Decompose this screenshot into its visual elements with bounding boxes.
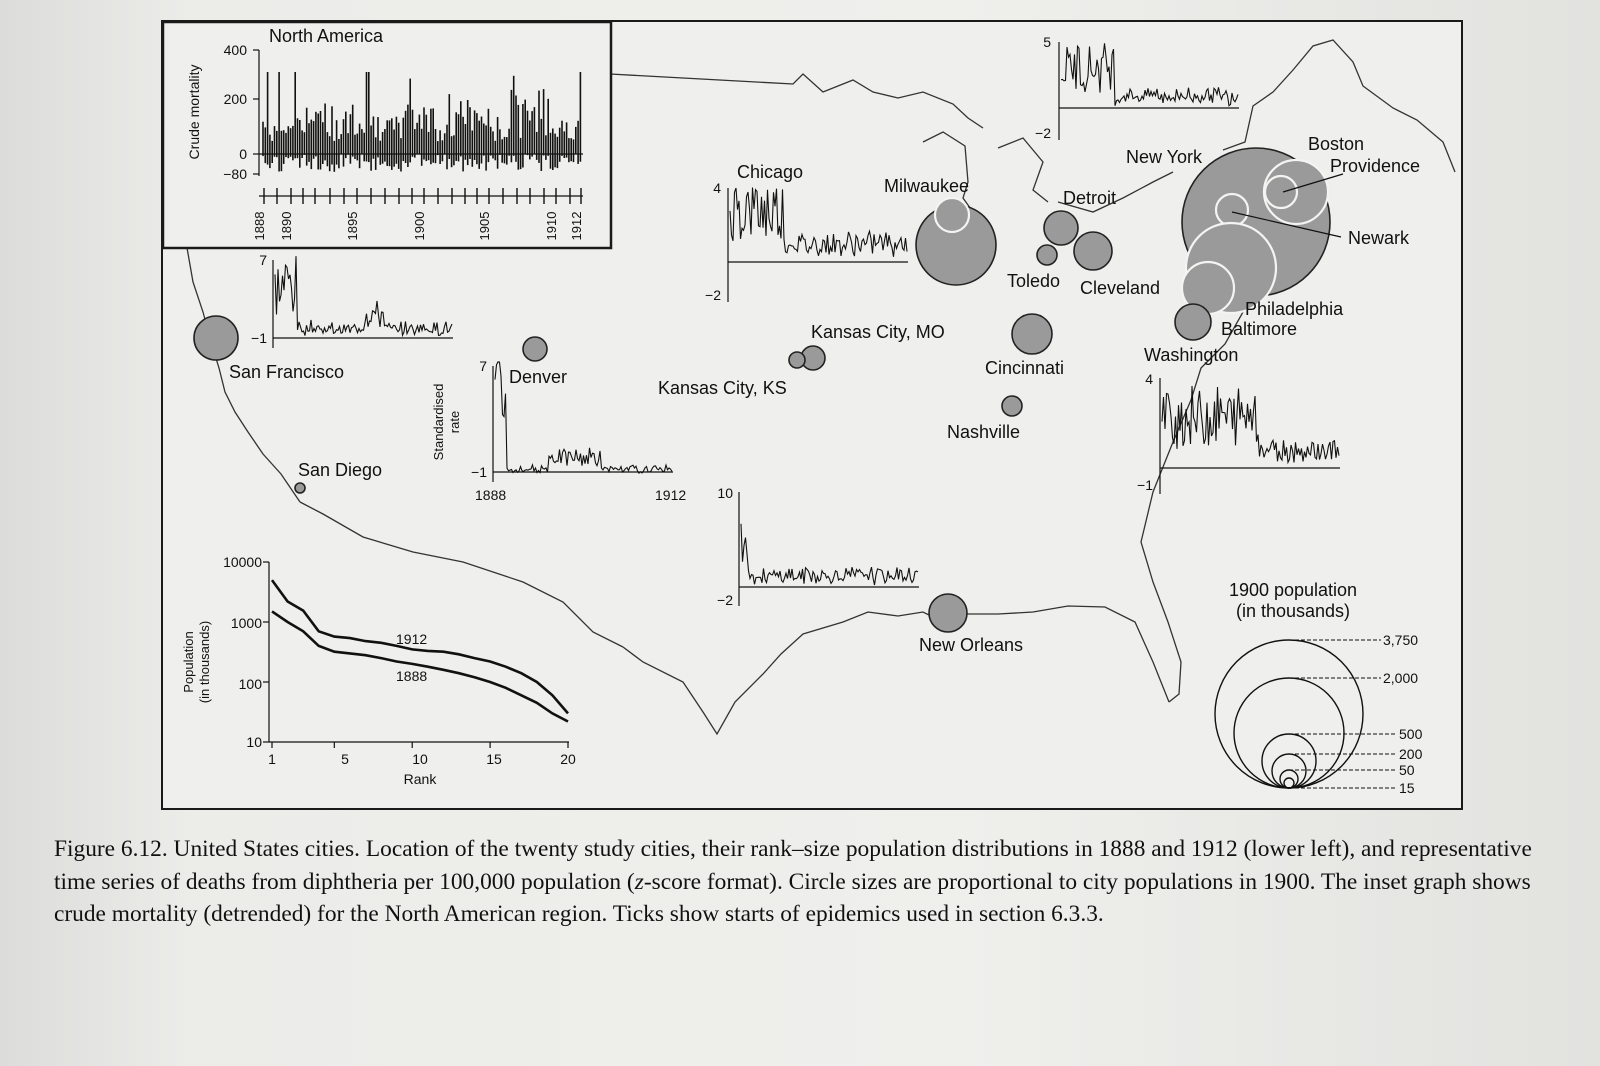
city-circle-washington [1175, 304, 1211, 340]
city-label: Boston [1308, 134, 1365, 154]
city-label: Baltimore [1221, 319, 1298, 339]
mini-series-line [1061, 43, 1238, 105]
figure-svg [163, 22, 1463, 810]
rank-size-xtick-label: 15 [486, 751, 502, 767]
inset-xtick-label: 1888 [252, 211, 267, 241]
figure-frame [161, 20, 1463, 810]
mini-ymin-label: −1 [471, 464, 487, 480]
mini-series-chicago [705, 180, 908, 303]
rank-size-xlabel: Rank [403, 771, 437, 787]
mini-series-line [1162, 386, 1339, 462]
city-label: San Diego [298, 460, 383, 480]
rank-size-ytick-label: 100 [238, 676, 262, 692]
legend-value: 3,750 [1383, 632, 1419, 648]
mini-series-washington [1137, 371, 1340, 494]
northern-border [610, 74, 983, 128]
caption-zscore: z [634, 868, 644, 895]
rank-size-ylabel-line2: (in thousands) [197, 620, 212, 704]
legend-circle [1234, 678, 1344, 788]
mini-ymax-label: 4 [713, 180, 721, 196]
mini-ymin-label: −1 [251, 330, 267, 346]
inset-ytick-label: 200 [223, 91, 247, 107]
lake-huron-shore [998, 138, 1048, 202]
city-label: Nashville [947, 422, 1021, 442]
rank-size-chart [181, 554, 576, 787]
city-circle-san-diego [295, 483, 305, 493]
mini-ymax-label: 4 [1145, 371, 1153, 387]
legend-circle [1280, 770, 1298, 788]
city-label: Providence [1330, 156, 1421, 176]
city-label: Newark [1348, 228, 1410, 248]
mini-series-line [741, 524, 918, 585]
city-circle-kansas-city-ks [789, 352, 805, 368]
mini-ymin-label: −2 [717, 592, 733, 608]
city-circle-toledo [1037, 245, 1057, 265]
legend-circle [1262, 734, 1316, 788]
mexico-border [300, 502, 623, 647]
mini-ylabel-line1: Standardised [431, 383, 446, 461]
mini-ymax-label: 10 [717, 485, 733, 501]
city-label: Washington [1144, 345, 1239, 365]
mini-ymax-label: 7 [479, 358, 487, 374]
mini-series-new-york [1035, 34, 1239, 141]
city-circle-new-orleans [929, 594, 967, 632]
mini-ymin-label: −2 [1035, 125, 1051, 141]
legend-value: 200 [1399, 746, 1423, 762]
city-label: San Francisco [229, 362, 345, 382]
legend-value: 500 [1399, 726, 1423, 742]
inset-ytick-label: 400 [223, 42, 247, 58]
mini-ylabel-line2: rate [447, 410, 462, 434]
legend-circle [1284, 778, 1294, 788]
city-label: Kansas City, MO [811, 322, 945, 342]
city-label: Denver [509, 367, 568, 387]
rank-size-xtick-label: 1 [268, 751, 276, 767]
legend-circle [1272, 754, 1306, 788]
city-label: Kansas City, KS [658, 378, 787, 398]
inset-ylabel: Crude mortality [186, 64, 202, 160]
mini-series-san-francisco [251, 252, 453, 348]
inset-ytick-label: −80 [223, 166, 247, 182]
city-label: Philadelphia [1245, 299, 1344, 319]
mini-series-new-orleans [717, 485, 919, 608]
gulf-coast [623, 606, 1169, 734]
inset-xtick-label: 1890 [279, 211, 294, 241]
city-label: New York [1126, 147, 1203, 167]
city-circle-nashville [1002, 396, 1022, 416]
inset-xtick-label: 1910 [544, 211, 559, 241]
city-label: Cleveland [1080, 278, 1161, 298]
inset-xtick-label: 1905 [477, 211, 492, 241]
figure-caption [54, 833, 1564, 931]
city-label: Detroit [1063, 188, 1117, 208]
inset-xtick-label: 1912 [569, 211, 584, 241]
city-circle-san-francisco [194, 316, 238, 360]
rank-size-ytick-label: 10 [246, 734, 262, 750]
legend-value: 50 [1399, 762, 1415, 778]
city-label: Toledo [1007, 271, 1061, 291]
city-circle-newark [1216, 194, 1248, 226]
inset-xtick-label: 1900 [412, 211, 427, 241]
city-label: Milwaukee [884, 176, 970, 196]
legend-value: 2,000 [1383, 670, 1419, 686]
city-label: Chicago [737, 162, 804, 182]
mini-x-end-label: 1912 [655, 487, 687, 503]
city-circle-cincinnati [1012, 314, 1052, 354]
rank-size-yticks [263, 562, 269, 742]
mini-ymax-label: 7 [259, 252, 267, 268]
city-circle-denver [523, 337, 547, 361]
rank-size-xtick-label: 10 [412, 751, 428, 767]
rank-size-xtick-label: 20 [560, 751, 576, 767]
rank-size-ytick-label: 10000 [223, 554, 262, 570]
inset-title: North America [269, 26, 384, 46]
mini-series-line [730, 188, 907, 257]
rank-size-xtick-label: 5 [341, 751, 349, 767]
rank-size-ytick-label: 1000 [230, 615, 262, 631]
city-label: New Orleans [919, 635, 1024, 655]
rank-size-series-label-1888: 1888 [396, 668, 428, 684]
legend-title-line2: (in thousands) [1235, 601, 1351, 621]
rank-size-series-label-1912: 1912 [396, 631, 428, 647]
caption-part2: -score format). Circle sizes are proportional to city populations in 1900. The inset graph shows crude mortality (detrended) for the North American region. Ticks show starts of epidemics used in section 6.3.3. [54, 868, 1531, 927]
city-circle-providence [1265, 176, 1297, 208]
mini-ymin-label: −1 [1137, 477, 1153, 493]
rank-size-xticks [272, 742, 568, 748]
inset-xtick-label: 1895 [345, 211, 360, 241]
city-label: Cincinnati [985, 358, 1065, 378]
caption-part1: Figure 6.12. United States cities. Location of the twenty study cities, their rank–size population distributions in 1888 and 1912 (lower left), and representative time series of deaths from diphtheria per 100,000 population ( [54, 836, 1532, 895]
population-legend [1215, 580, 1423, 796]
city-circle-cleveland [1074, 232, 1112, 270]
mini-ymax-label: 5 [1043, 34, 1051, 50]
legend-title-line1: 1900 population [1228, 580, 1358, 600]
inset-ytick-label: 0 [239, 146, 247, 162]
city-circle-detroit [1044, 211, 1078, 245]
legend-value: 15 [1399, 780, 1415, 796]
mini-x-start-label: 1888 [475, 487, 507, 503]
mini-series-line [275, 256, 452, 336]
mini-ymin-label: −2 [705, 287, 721, 303]
rank-size-ylabel-line1: Population [181, 631, 196, 693]
city-circle-milwaukee [935, 198, 969, 232]
north-america-inset [163, 22, 611, 248]
